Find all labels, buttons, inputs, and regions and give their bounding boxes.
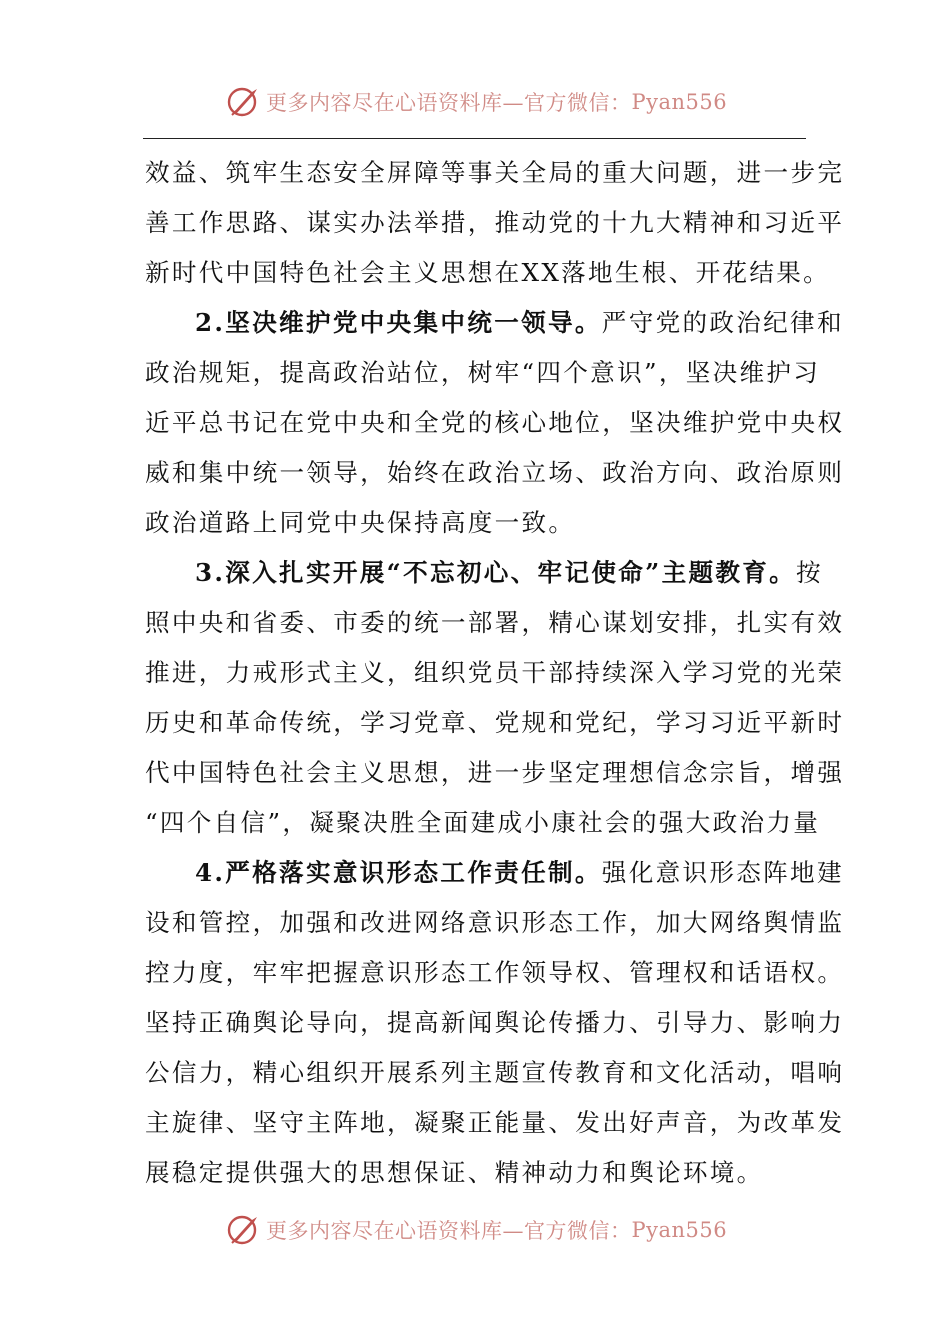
text-line: 控力度，牢牢把握意识形态工作领导权、管理权和话语权。: [145, 958, 845, 987]
footer-brand-text: 更多内容尽在心语资料库—官方微信：: [266, 1219, 632, 1243]
text-line: 新时代中国特色社会主义思想在XX落地生根、开花结果。: [145, 258, 831, 287]
text-line: 善工作思路、谋实办法举措，推动党的十九大精神和习近平: [145, 208, 845, 237]
text-line: 政治规矩，提高政治站位，树牢“四个意识”，坚决维护习: [145, 358, 821, 387]
text-line: 代中国特色社会主义思想，进一步坚定理想信念宗旨，增强: [145, 758, 845, 787]
text-run: 强化意识形态阵地建: [601, 858, 844, 887]
text-line: 展稳定提供强大的思想保证、精神动力和舆论环境。: [145, 1158, 764, 1187]
text-line: 威和集中统一领导，始终在政治立场、政治方向、政治原则: [145, 458, 845, 487]
footer-account: Pyan556: [631, 1218, 728, 1242]
document-body: [145, 148, 845, 1198]
text-run: 严守党的政治纪律和: [601, 308, 844, 337]
section-heading-3: 3.深入扎实开展“不忘初心、牢记使命”主题教育。: [195, 558, 797, 587]
text-line: 效益、筑牢生态安全屏障等事关全局的重大问题，进一步完: [145, 158, 845, 187]
text-run: 按: [796, 558, 823, 587]
text-line: “四个自信”，凝聚决胜全面建成小康社会的强大政治力量: [145, 808, 821, 837]
header-watermark: [0, 82, 950, 122]
section-heading-2: 2.坚决维护党中央集中统一领导。: [195, 308, 602, 337]
pen-logo-icon: [226, 84, 262, 120]
paragraph-2-first-line: [145, 298, 844, 348]
text-line: 照中央和省委、市委的统一部署，精心谋划安排，扎实有效: [145, 608, 845, 637]
text-line: 政治道路上同党中央保持高度一致。: [145, 508, 576, 537]
header-account: Pyan556: [631, 90, 728, 114]
text-line: 公信力，精心组织开展系列主题宣传教育和文化活动，唱响: [145, 1058, 845, 1087]
section-heading-4: 4.严格落实意识形态工作责任制。: [195, 858, 602, 887]
text-line: 历史和革命传统，学习党章、党规和党纪，学习习近平新时: [145, 708, 845, 737]
pen-logo-icon: [226, 1212, 262, 1248]
header-brand-text: 更多内容尽在心语资料库—官方微信：: [266, 91, 632, 115]
text-line: 坚持正确舆论导向，提高新闻舆论传播力、引导力、影响力: [145, 1008, 845, 1037]
paragraph-3-first-line: [145, 548, 823, 598]
footer-watermark: [0, 1210, 950, 1250]
header-rule: [143, 138, 806, 139]
text-line: 推进，力戒形式主义，组织党员干部持续深入学习党的光荣: [145, 658, 845, 687]
text-line: 设和管控，加强和改进网络意识形态工作，加大网络舆情监: [145, 908, 845, 937]
text-line: 主旋律、坚守主阵地，凝聚正能量、发出好声音，为改革发: [145, 1108, 845, 1137]
paragraph-4-first-line: [145, 848, 844, 898]
text-line: 近平总书记在党中央和全党的核心地位，坚决维护党中央权: [145, 408, 845, 437]
